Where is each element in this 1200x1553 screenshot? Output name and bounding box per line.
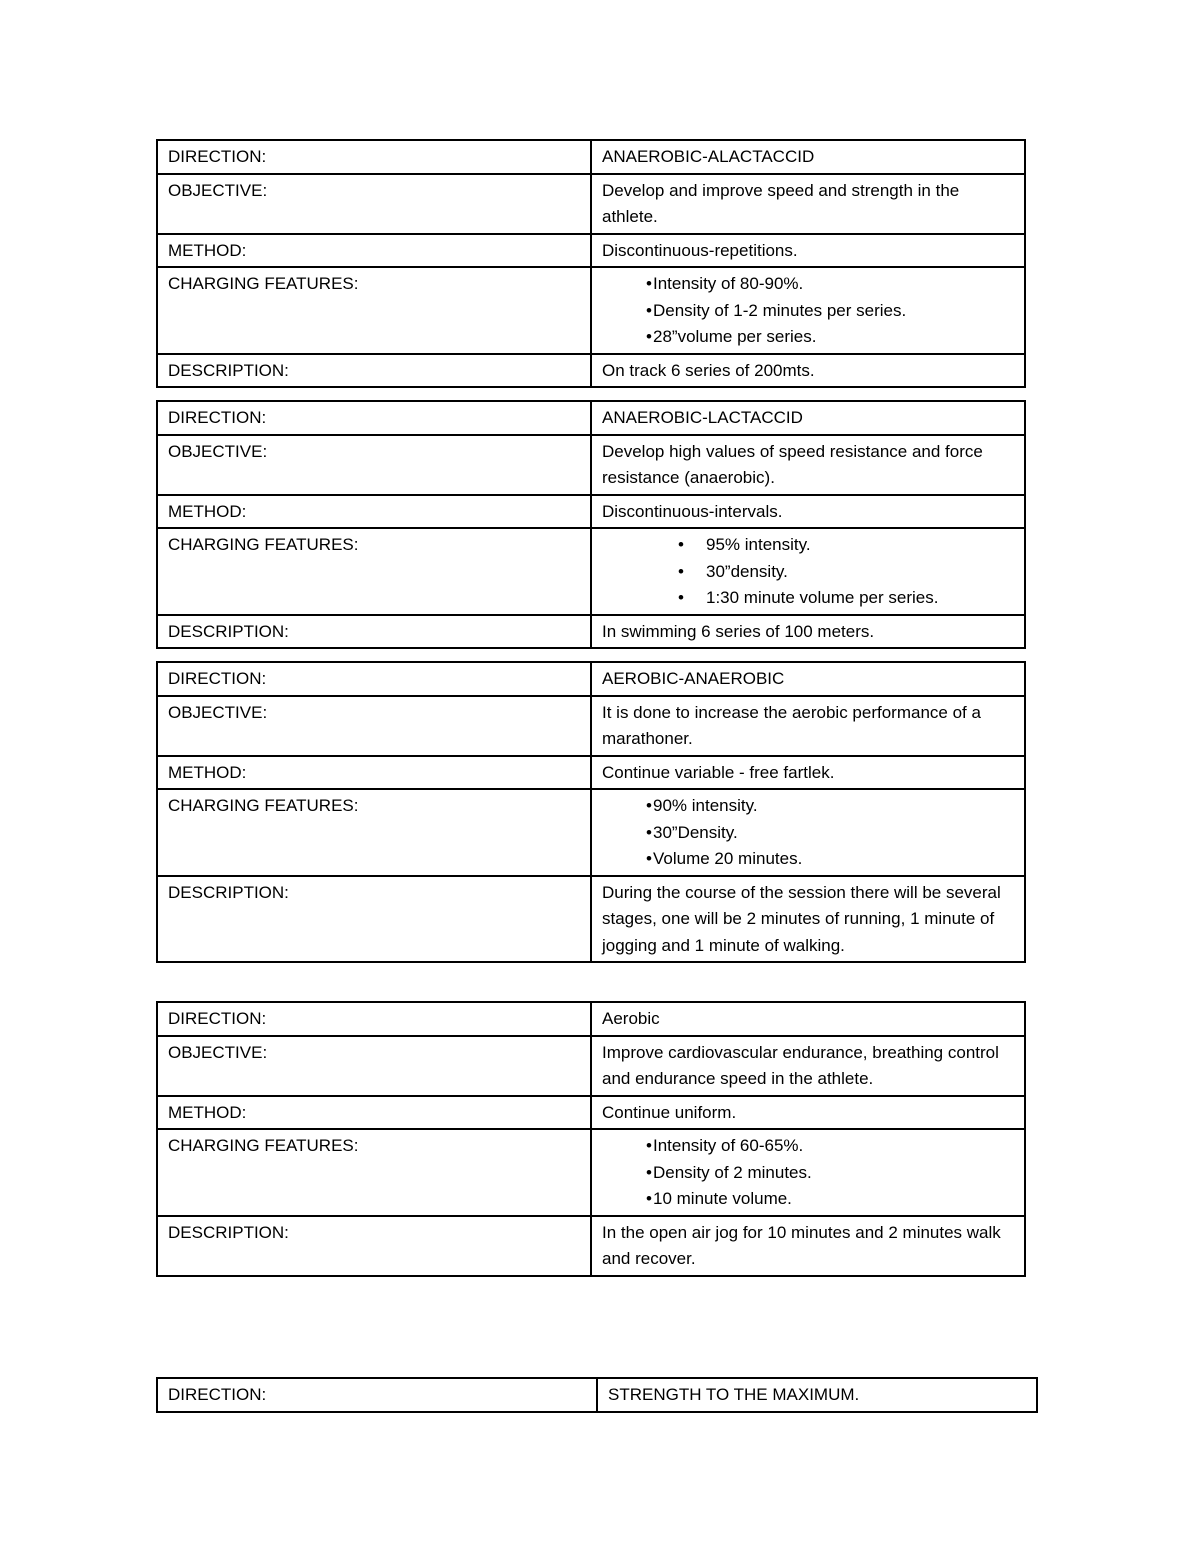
objective-row	[157, 696, 1025, 756]
objective-label: OBJECTIVE:	[157, 435, 591, 495]
charging-features-value	[591, 267, 1025, 354]
training-table-3	[156, 661, 1026, 963]
bullet-icon: •	[646, 822, 652, 842]
training-table-4	[156, 1001, 1026, 1277]
direction-row	[157, 1002, 1025, 1036]
direction-label: DIRECTION:	[157, 1378, 597, 1412]
direction-label: DIRECTION:	[157, 662, 591, 696]
list-item-text: 10 minute volume.	[653, 1189, 792, 1208]
direction-label: DIRECTION:	[157, 1002, 591, 1036]
direction-row	[157, 1378, 1037, 1412]
charging-features-label: CHARGING FEATURES:	[157, 267, 591, 354]
objective-value: Develop high values of speed resistance and force resistance (anaerobic).	[591, 435, 1025, 495]
objective-label: OBJECTIVE:	[157, 174, 591, 234]
training-table-1	[156, 139, 1026, 388]
direction-value: ANAEROBIC-LACTACCID	[591, 401, 1025, 435]
charging-features-row	[157, 267, 1025, 354]
list-item	[602, 324, 1014, 351]
charging-features-list	[602, 532, 1014, 612]
bullet-icon: •	[646, 300, 652, 320]
direction-row	[157, 662, 1025, 696]
method-row	[157, 495, 1025, 529]
direction-value: STRENGTH TO THE MAXIMUM.	[597, 1378, 1037, 1412]
objective-row	[157, 174, 1025, 234]
training-table-5	[156, 1377, 1038, 1413]
list-item-text: Density of 2 minutes.	[653, 1162, 812, 1182]
description-row	[157, 876, 1025, 963]
method-label: METHOD:	[157, 756, 591, 790]
list-item	[602, 1186, 1014, 1213]
objective-value: Develop and improve speed and strength in the athlete.	[591, 174, 1025, 234]
list-item	[602, 559, 1014, 586]
list-item-text: Intensity of 60-65%.	[653, 1136, 804, 1155]
method-row	[157, 1096, 1025, 1130]
list-item	[602, 585, 1014, 612]
method-row	[157, 234, 1025, 268]
description-label: DESCRIPTION:	[157, 876, 591, 963]
list-item	[602, 846, 1014, 873]
description-value: In the open air jog for 10 minutes and 2 minutes walk and recover.	[591, 1216, 1025, 1276]
direction-value: AEROBIC-ANAEROBIC	[591, 662, 1025, 696]
objective-label: OBJECTIVE:	[157, 696, 591, 756]
direction-row	[157, 401, 1025, 435]
description-value: In swimming 6 series of 100 meters.	[591, 615, 1025, 649]
charging-features-list	[602, 271, 1014, 351]
method-label: METHOD:	[157, 495, 591, 529]
bullet-icon: •	[678, 588, 684, 607]
objective-value: Improve cardiovascular endurance, breathing control and endurance speed in the athlete.	[591, 1036, 1025, 1096]
bullet-icon: •	[646, 1189, 652, 1208]
direction-label: DIRECTION:	[157, 140, 591, 174]
bullet-icon: •	[678, 535, 684, 554]
bullet-icon: •	[646, 274, 652, 293]
charging-features-label: CHARGING FEATURES:	[157, 528, 591, 615]
bullet-icon: •	[646, 1162, 652, 1182]
direction-label: DIRECTION:	[157, 401, 591, 435]
description-row	[157, 354, 1025, 388]
direction-value: ANAEROBIC-ALACTACCID	[591, 140, 1025, 174]
method-value: Continue uniform.	[591, 1096, 1025, 1130]
method-value: Discontinuous-intervals.	[591, 495, 1025, 529]
bullet-icon: •	[646, 1136, 652, 1155]
training-table-2	[156, 400, 1026, 649]
description-row	[157, 615, 1025, 649]
charging-features-value	[591, 1129, 1025, 1216]
bullet-icon: •	[646, 849, 652, 868]
list-item-text: 1:30 minute volume per series.	[706, 588, 939, 607]
charging-features-row	[157, 1129, 1025, 1216]
method-value: Discontinuous-repetitions.	[591, 234, 1025, 268]
description-row	[157, 1216, 1025, 1276]
charging-features-label: CHARGING FEATURES:	[157, 1129, 591, 1216]
method-value: Continue variable - free fartlek.	[591, 756, 1025, 790]
direction-row	[157, 140, 1025, 174]
list-item-text: 30”Density.	[653, 822, 738, 842]
charging-features-value	[591, 789, 1025, 876]
method-label: METHOD:	[157, 234, 591, 268]
list-item	[602, 532, 1014, 559]
list-item-text: Intensity of 80-90%.	[653, 274, 804, 293]
charging-features-list	[602, 793, 1014, 873]
bullet-icon: •	[646, 327, 652, 346]
charging-features-label: CHARGING FEATURES:	[157, 789, 591, 876]
list-item-text: 30”density.	[706, 561, 788, 581]
list-item-text: 28”volume per series.	[653, 327, 817, 346]
list-item	[602, 1160, 1014, 1187]
list-item	[602, 298, 1014, 325]
charging-features-list	[602, 1133, 1014, 1213]
objective-value: It is done to increase the aerobic performance of a marathoner.	[591, 696, 1025, 756]
list-item-text: Density of 1-2 minutes per series.	[653, 300, 907, 320]
description-value: On track 6 series of 200mts.	[591, 354, 1025, 388]
charging-features-row	[157, 789, 1025, 876]
method-row	[157, 756, 1025, 790]
method-label: METHOD:	[157, 1096, 591, 1130]
charging-features-row	[157, 528, 1025, 615]
list-item	[602, 793, 1014, 820]
list-item-text: 90% intensity.	[653, 796, 758, 815]
objective-label: OBJECTIVE:	[157, 1036, 591, 1096]
direction-value: Aerobic	[591, 1002, 1025, 1036]
list-item	[602, 820, 1014, 847]
list-item	[602, 1133, 1014, 1160]
description-label: DESCRIPTION:	[157, 615, 591, 649]
bullet-icon: •	[646, 796, 652, 815]
charging-features-value	[591, 528, 1025, 615]
objective-row	[157, 1036, 1025, 1096]
bullet-icon: •	[678, 561, 684, 581]
description-label: DESCRIPTION:	[157, 1216, 591, 1276]
objective-row	[157, 435, 1025, 495]
description-value: During the course of the session there will be several stages, one will be 2 minutes of running, 1 minute of jogging and 1 minute of walking.	[591, 876, 1025, 963]
list-item	[602, 271, 1014, 298]
description-label: DESCRIPTION:	[157, 354, 591, 388]
list-item-text: 95% intensity.	[706, 535, 811, 554]
list-item-text: Volume 20 minutes.	[653, 849, 803, 868]
